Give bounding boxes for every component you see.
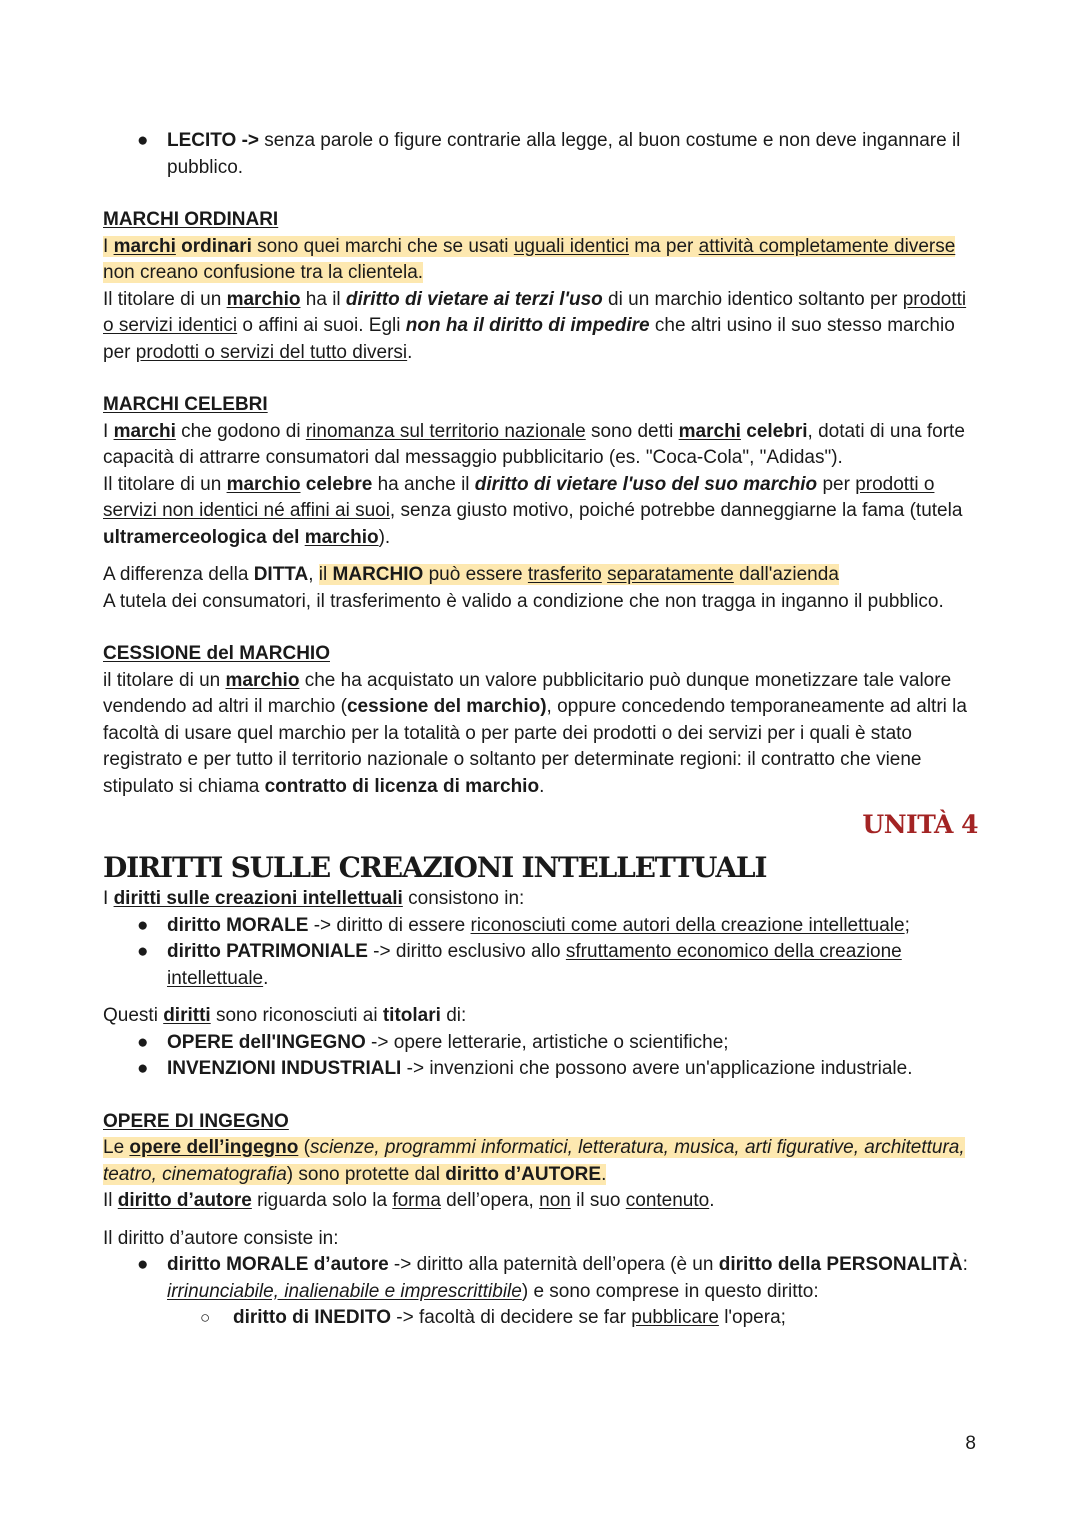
paragraph-celebri-1: I marchi che godono di rinomanza sul territorio nazionale sono detti marchi celebri, dotati di una forte capacità di attrarre consumatori dal messaggio pubblicitario (es. "Coca-Cola", "Adidas").: [103, 420, 965, 468]
titolari-list: [103, 1030, 978, 1083]
bullet-icon: ●: [137, 1254, 149, 1275]
bullet-icon: ●: [137, 1031, 149, 1053]
page-number: 8: [965, 1433, 976, 1454]
list-item-diritto-patrimoniale: ● diritto PATRIMONIALE -> diritto esclusivo allo sfruttamento economico della creazione intellettuale.: [137, 941, 902, 989]
bullet-icon: ●: [137, 914, 149, 936]
paragraph-ordinari-1: I marchi ordinari sono quei marchi che se usati uguali identici ma per attività completamente diverse non creano confusione tra la clientela.: [103, 235, 956, 283]
hollow-bullet-icon: ○: [200, 1308, 211, 1327]
list-item-inedito: ○ diritto di INEDITO -> facoltà di decidere se far pubblicare l'opera;: [103, 1305, 978, 1332]
section-title: DIRITTI SULLE CREAZIONI INTELLETTUALI: [103, 851, 767, 884]
paragraph-diritti-intro: I diritti sulle creazioni intellettuali consistono in:: [103, 888, 525, 909]
heading-cessione: CESSIONE del MARCHIO: [103, 643, 330, 664]
consiste-list: [103, 1252, 978, 1332]
paragraph-celebri-2: Il titolare di un marchio celebre ha anche il diritto di vietare l'uso del suo marchio per prodotti o servizi non identici né affini ai suoi, senza giusto motivo, poiché potrebbe danneggiarne la fama (tutela ultramerceologica del marchio).: [103, 473, 963, 548]
paragraph-consiste-intro: Il diritto d’autore consiste in:: [103, 1227, 339, 1249]
sub-list: [167, 1305, 978, 1332]
heading-marchi-ordinari: MARCHI ORDINARI: [103, 209, 279, 230]
diritti-list: [103, 913, 978, 993]
heading-opere: OPERE DI INGEGNO: [103, 1110, 289, 1132]
bullet-icon: ●: [137, 130, 149, 151]
paragraph-opere-2: Il diritto d’autore riguarda solo la forma dell’opera, non il suo contenuto.: [103, 1190, 715, 1211]
paragraph-cessione: il titolare di un marchio che ha acquistato un valore pubblicitario può dunque monetizzare tale valore vendendo ad altri il marchio (cessione del marchio), oppure concedendo temporaneamente ad altri la facoltà di usare quel marchio per la totalità o per parte dei prodotti o dei servizi per i quali è stato registrato e per tutto il territorio nazionale o soltanto per determinate regioni: il contratto che viene stipulato si chiama contratto di licenza di marchio.: [103, 669, 967, 797]
paragraph-ditta-2: A tutela dei consumatori, il trasferimento è valido a condizione che non tragga in inganno il pubblico.: [103, 590, 944, 612]
list-item-lecito: ● LECITO -> senza parole o figure contrarie alla legge, al buon costume e non deve ingannare il pubblico.: [137, 130, 961, 178]
bullet-icon: ●: [137, 1058, 149, 1079]
paragraph-titolari-intro: Questi diritti sono riconosciuti ai titolari di:: [103, 1005, 467, 1026]
lecito-list: [103, 128, 978, 181]
document-page: [103, 128, 978, 1332]
paragraph-ditta-1: A differenza della DITTA, il MARCHIO può essere trasferito separatamente dall'azienda: [103, 564, 839, 585]
list-item-morale-autore: ● diritto MORALE d’autore -> diritto alla paternità dell’opera (è un diritto della PERSONALITÀ: irrinunciabile, inalienabile e imprescrittibile) e sono comprese in questo diritto: ○ diritto di INEDITO -> facoltà di decidere se far pubblicare l'opera;: [103, 1252, 978, 1332]
list-item-invenzioni: ● INVENZIONI INDUSTRIALI -> invenzioni che possono avere un'applicazione industriale.: [103, 1056, 978, 1083]
bullet-icon: ●: [137, 941, 149, 962]
list-item-opere: ● OPERE dell'INGEGNO -> opere letterarie, artistiche o scientifiche;: [103, 1030, 978, 1057]
paragraph-ordinari-2: Il titolare di un marchio ha il diritto di vietare ai terzi l'uso di un marchio identico soltanto per prodotti o servizi identici o affini ai suoi. Egli non ha il diritto di impedire che altri usino il suo stesso marchio per prodotti o servizi del tutto diversi.: [103, 288, 967, 363]
heading-marchi-celebri: MARCHI CELEBRI: [103, 394, 268, 415]
unit-label: UNITÀ 4: [862, 810, 978, 839]
list-item-diritto-morale: ● diritto MORALE -> diritto di essere riconosciuti come autori della creazione intellettuale;: [103, 913, 978, 940]
paragraph-opere-1: Le opere dell’ingegno (scienze, programmi informatici, letteratura, musica, arti figurative, architettura, teatro, cinematografia) sono protette dal diritto d’AUTORE.: [103, 1137, 965, 1185]
